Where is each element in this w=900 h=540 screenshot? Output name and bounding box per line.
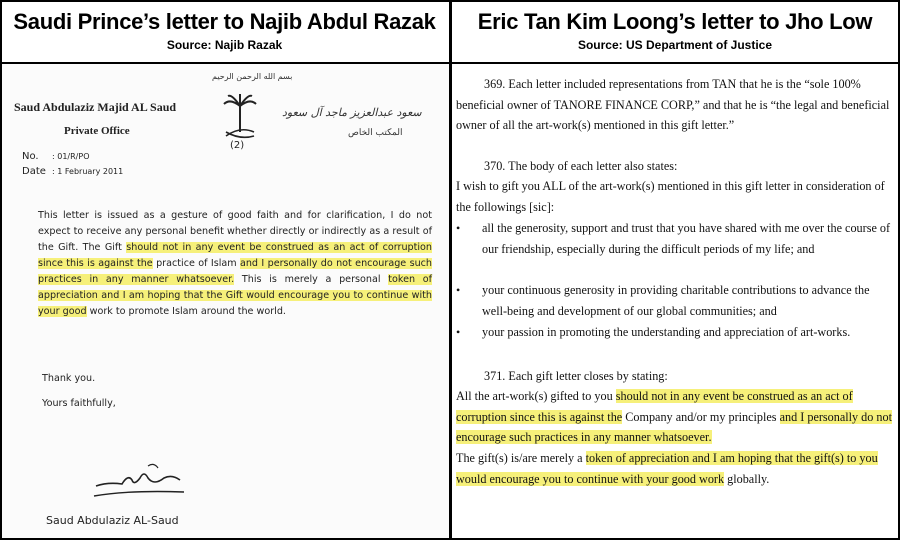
reference-number [22,151,90,162]
letter-date [22,166,123,177]
sender-name: Saud Abdulaziz Majid AL Saud [14,100,177,114]
left-source: Source: Najib Razak [166,38,283,52]
highlight-corruption: should not in any event be construed as an act of corruption since this is against the [38,242,432,269]
quote2-start: The gift(s) is/are merely a [456,451,586,465]
arabic-basmala: بسم الله الرحمن الرحيم [212,72,293,81]
left-title: Saudi Prince’s letter to Najib Abdul Razak [13,9,436,34]
doj-excerpt [452,64,898,538]
highlight-not-encourage: and I personally do not encourage such practices in any manner whatsoever. [456,409,892,444]
saudi-letter-scan [2,64,449,538]
body-text-mid1: practice of Islam [152,258,240,269]
letter-body [38,208,432,320]
reference-label: No. [22,151,39,162]
quote-start: All the art-work(s) gifted to you [456,389,616,403]
body-text-start: This letter is issued as a gesture of good faith and for clarification, I do not expect to receive any personal benefit whether directly or indirectly as a result of the Gift. The Gift [38,210,432,253]
signature-name: Saud Abdulaziz AL-Saud [46,514,179,527]
date-label: Date [22,166,46,177]
body-text-end: work to promote Islam around the world. [86,306,286,317]
paragraph-371: 371. Each gift letter closes by stating: [484,369,668,383]
bullet-item [456,218,892,259]
handwritten-signature [88,456,198,506]
right-title: Eric Tan Kim Loong’s letter to Jho Low [477,9,873,34]
highlight-corruption: should not in any event be construed as an act of corruption since this is against the [456,389,853,424]
bullet-icon: • [456,325,461,339]
paragraph-370: 370. The body of each letter also states: [484,159,678,173]
left-header [0,0,449,62]
bullet-icon: • [456,283,461,297]
bullet-text: your continuous generosity in providing charitable contributions to advance the well-being and development of our global communities; and [482,283,870,318]
arabic-office-label: المكتب الخاص [348,128,403,138]
yours-faithfully: Yours faithfully, [42,398,116,409]
highlight-token: token of appreciation and I am hoping that the Gift would encourage you to continue with your good [38,274,433,317]
right-header [452,0,898,62]
bullet-icon: • [456,221,461,235]
highlight-token: token of appreciation and I am hoping that the gift(s) to you would encourage you to continue with your good work [456,451,878,486]
reference-value: : 01/R/PO [52,152,90,161]
date-value: : 1 February 2011 [52,167,124,176]
gift-quote-intro: I wish to gift you ALL of the art-work(s) mentioned in this gift letter in consideration of the followings [sic]: [456,179,885,214]
bullet-text: your passion in promoting the understanding and appreciation of art-works. [482,325,851,339]
emblem-number: (2) [230,140,245,151]
bullet-text: all the generosity, support and trust that you have shared with me over the course of our friendship, especially during the difficult periods of my life; and [482,221,891,256]
closing-quote-1 [456,386,892,448]
closing-quote-2 [456,448,892,489]
quote2-end: globally. [724,471,770,486]
right-source: Source: US Department of Justice [577,38,773,52]
office-label: Private Office [64,125,130,137]
paragraph-369: 369. Each letter included representations from TAN that he is the “sole 100% beneficial owner of TANORE FINANCE CORP,” and that he is “the legal and beneficial owner of all the art-work(s) mentioned in this gift letter.” [456,77,890,132]
quote-mid: Company and/or my principles [622,409,780,424]
thank-you: Thank you. [42,373,96,384]
body-text-mid2: This is merely a personal [234,274,389,285]
arabic-sender-name: سعود عبدالعزيز ماجد آل سعود [282,106,422,119]
bullet-item [456,322,892,343]
bullet-item [456,280,892,321]
highlight-not-encourage: and I personally do not encourage such practices in any manner whatsoever. [38,258,433,285]
